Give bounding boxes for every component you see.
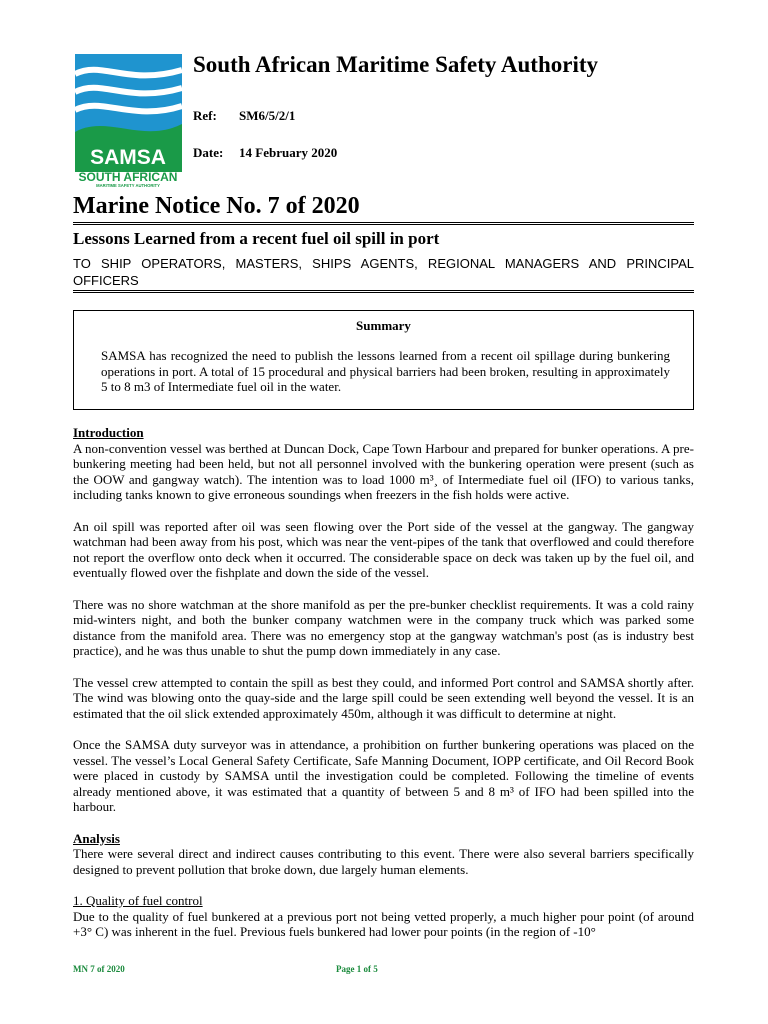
date-label: Date: [193, 145, 224, 160]
samsa-logo [72, 52, 185, 188]
introduction-paragraph-1: A non-convention vessel was berthed at Duncan Dock, Cape Town Harbour and prepared for bunker operations. A pre-bunkering meeting had been held, but not all personnel involved with the bunkering operation were present (such as the OOW and gangway watch). The intention was to load 1000 m³¸ of Intermediate fuel oil (IFO) to various tanks, including tanks known to give erroneous soundings when freezers in the fish holds were active. [73, 440, 694, 502]
document-body [73, 425, 694, 940]
footer-notice-number: MN 7 of 2020 [73, 964, 125, 974]
introduction-paragraph-3: There was no shore watchman at the shore manifold as per the pre-bunker checklist requirements. It was a cold rainy mid-winters night, and both the bunker company watchmen were in the company truck which was parked some distance from the manifold area. There was no emergency stop at the gangway watchman's post (as is industry best practice), and he was thus unable to shut the pump down immediately in any case. [73, 596, 694, 658]
footer-page-number: Page 1 of 5 [336, 964, 378, 974]
date-value: 14 February 2020 [239, 145, 338, 160]
ref-value: SM6/5/2/1 [239, 108, 296, 123]
organization-title: South African Maritime Safety Authority [193, 52, 599, 77]
introduction-paragraph-2: An oil spill was reported after oil was seen flowing over the Port side of the vessel at the gangway. The gangway watchman had been away from his post, which was near the vent-pipes of the tank that overflowed and could therefore not report the overflow onto deck when it occurred. The considerable space on deck was taken up by the fuel oil, and eventually flowed over the fishplate and down the side of the vessel. [73, 518, 694, 580]
title-divider [73, 222, 694, 225]
logo-wordmark: SAMSA [90, 146, 166, 169]
audience-line: TO SHIP OPERATORS, MASTERS, SHIPS AGENTS, REGIONAL MANAGERS AND PRINCIPAL OFFICERS [73, 256, 694, 288]
quality-of-fuel-text: Due to the quality of fuel bunkered at a previous port not being vetted properly, a much higher pour point (of around +3° C) was inherent in the fuel. Previous fuels bunkered had lower pour points (in the region of -10° [73, 908, 694, 939]
audience-divider [73, 290, 694, 293]
summary-heading: Summary [356, 318, 411, 333]
logo-line-2: MARITIME SAFETY AUTHORITY [96, 183, 160, 188]
notice-title: Marine Notice No. 7 of 2020 [73, 193, 360, 219]
date-line [193, 145, 337, 161]
introduction-paragraph-4: The vessel crew attempted to contain the spill as best they could, and informed Port control and SAMSA shortly after. The wind was blowing onto the quay-side and the large spill could be seen extending well beyond the vessel. It is an estimated that the oil slick extended approximately 450m, although it was difficult to determine at night. [73, 674, 694, 721]
logo-line-1: SOUTH AFRICAN [78, 170, 178, 184]
reference-line [193, 108, 295, 124]
quality-of-fuel-heading: 1. Quality of fuel control [73, 893, 203, 908]
summary-text: SAMSA has recognized the need to publish the lessons learned from a recent oil spillage during bunkering operations in port. A total of 15 procedural and physical barriers had been broken, resulting in approximately 5 to 8 m3 of Intermediate fuel oil in the water. [101, 348, 670, 394]
analysis-heading: Analysis [73, 830, 120, 846]
ref-label: Ref: [193, 108, 217, 123]
summary-box [73, 310, 694, 410]
notice-subtitle: Lessons Learned from a recent fuel oil spill in port [73, 229, 440, 248]
analysis-paragraph-1: There were several direct and indirect causes contributing to this event. There were also several barriers specifically designed to prevent pollution that broke down, due largely human elements. [73, 846, 694, 877]
introduction-paragraph-5: Once the SAMSA duty surveyor was in attendance, a prohibition on further bunkering operations was placed on the vessel. The vessel’s Local General Safety Certificate, Safe Manning Document, IOPP certificate, and Oil Record Book were placed in custody by SAMSA until the investigation could be completed. Following the timeline of events already mentioned above, it was estimated that a quantity of between 5 and 8 m³ of IFO had been spilled into the harbour. [73, 737, 694, 814]
introduction-heading: Introduction [73, 425, 144, 440]
